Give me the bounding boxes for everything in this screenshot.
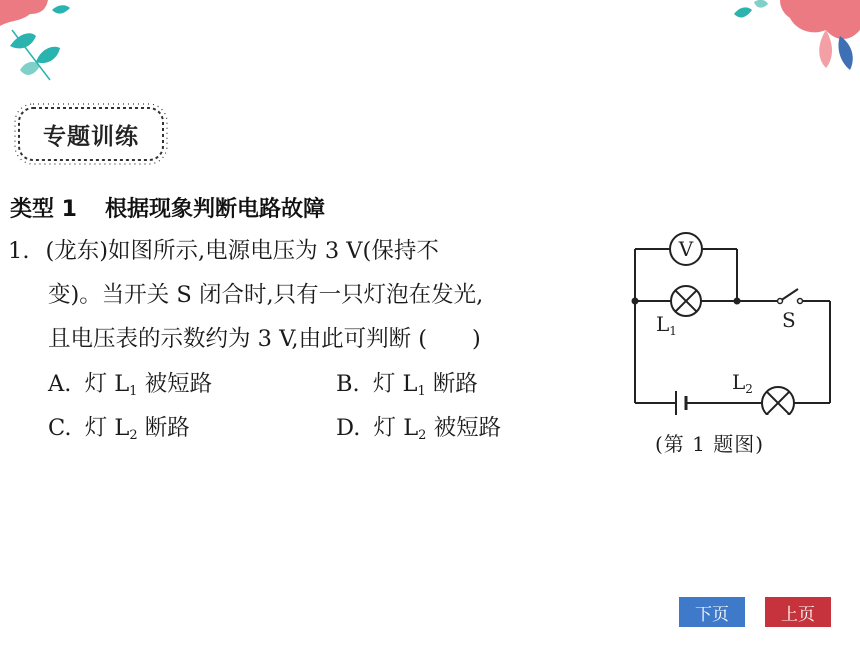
lamp-1-label: $L_1$ [656,312,677,338]
question-line-2: 变)。当开关 S 闭合时,只有一只灯泡在发光, [48,282,484,308]
question-line-1 [8,229,439,273]
question-line-3: 且电压表的示数约为 3 V,由此可判断 ( ) [48,326,481,352]
option-d[interactable] [336,406,501,458]
voltmeter-label: V [678,237,694,261]
next-page-button[interactable]: 下页 [679,597,745,627]
option-d-sub: 2 [418,428,427,443]
switch-label: S [782,308,796,332]
option-b-post: 断路 [425,371,478,397]
corner-floral-decoration-left [0,0,80,90]
option-d-post: 被短路 [426,415,502,441]
option-c-post: 断路 [137,415,190,441]
option-c-letter: C. [48,415,72,441]
option-c-sub: 2 [129,428,138,443]
section-title: 根据现象判断电路故障 [104,197,325,222]
option-a-pre: 灯 L [84,371,130,397]
option-a-post: 被短路 [137,371,213,397]
previous-page-button[interactable]: 上页 [765,597,831,627]
question-number: 1. [8,238,30,264]
option-d-letter: D. [336,415,361,441]
section-heading [10,192,325,223]
option-d-pre: 灯 L [373,415,419,441]
option-b-sub: 1 [417,384,426,399]
option-b-pre: 灯 L [372,371,418,397]
option-b-letter: B. [336,371,360,397]
circuit-diagram [620,225,840,415]
option-c-pre: 灯 L [84,415,130,441]
topic-badge-title: 专题训练 [43,123,139,150]
option-a-letter: A. [48,371,72,397]
question-text-1: (龙东)如图所示,电源电压为 3 V(保持不 [45,238,439,264]
figure-caption: (第 1 题图) [655,432,765,456]
option-a-sub: 1 [129,384,138,399]
option-c[interactable] [48,406,190,458]
section-label: 类型 1 [10,197,77,222]
corner-floral-decoration-right [730,0,860,75]
lamp-2-label: $L_2$ [732,370,753,396]
